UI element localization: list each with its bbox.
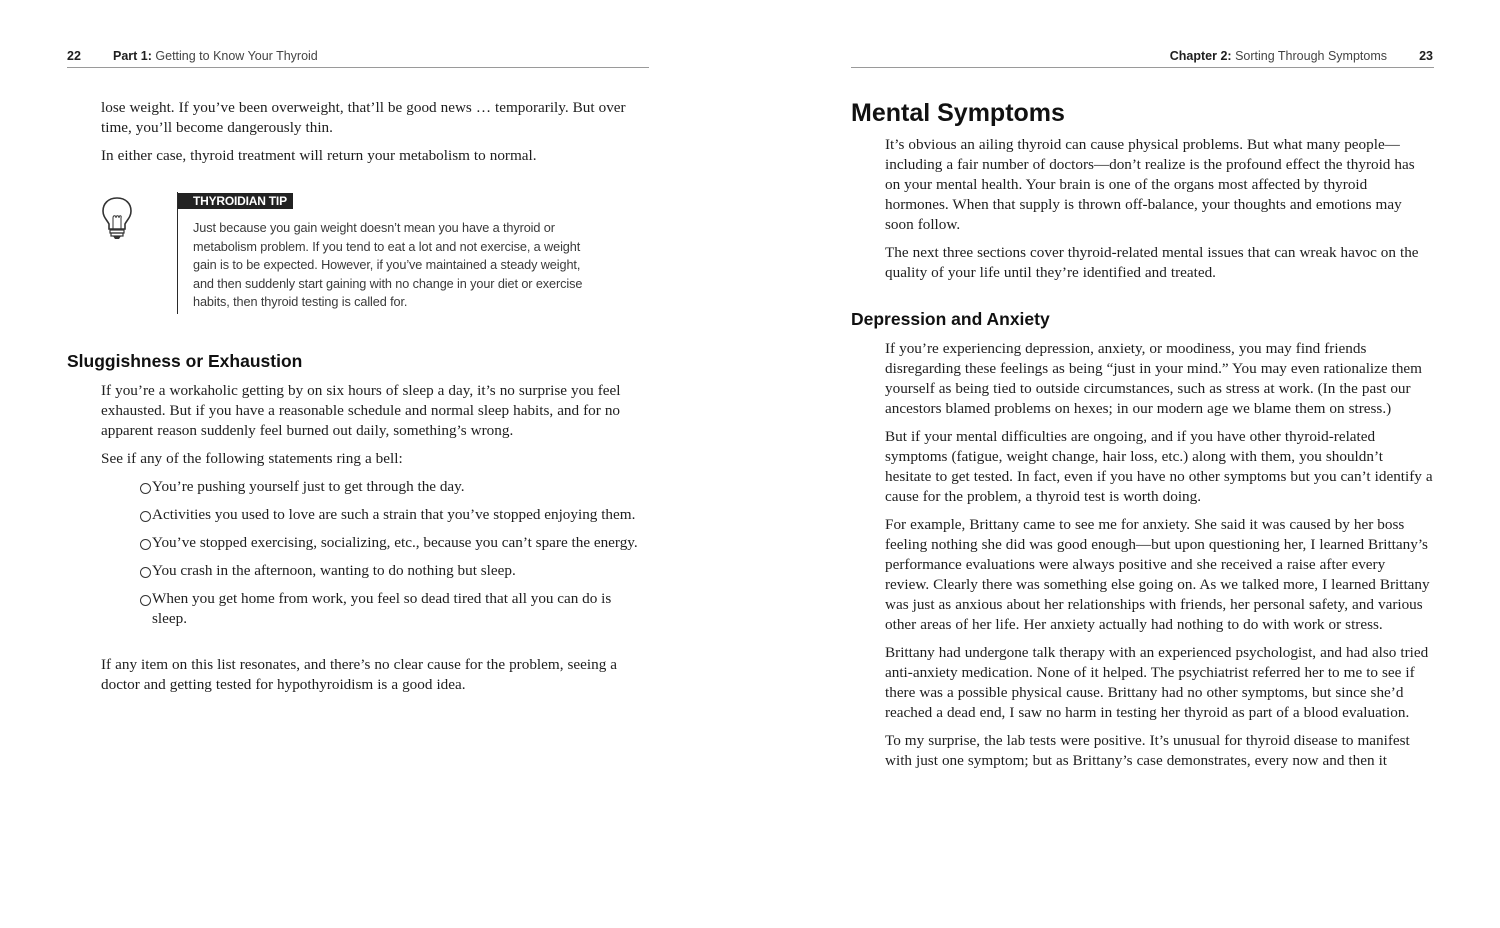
- closing-paragraph: If any item on this list resonates, and there’s no clear cause for the problem, seeing a doctor and getting tested for hypothyroidism is a good idea.: [101, 656, 618, 693]
- checkbox-icon: [140, 511, 151, 522]
- chapter-title: Sorting Through Symptoms: [1235, 49, 1387, 63]
- thyroidian-tip-box: [100, 192, 620, 314]
- paragraph: It’s obvious an ailing thyroid can cause physical problems. But what many people—including a fair number of doctors—don’t realize is the profound effect the thyroid has on your mental health. Your brain is one of the organs most affected by thyroid hormones. When that supply is thrown off-balance, your thoughts and emotions may soon follow.: [885, 136, 1415, 233]
- checkbox-icon: [140, 567, 151, 578]
- tip-label: THYROIDIAN TIP: [178, 193, 293, 209]
- checklist-text: You’ve stopped exercising, socializing, etc., because you can’t spare the energy.: [152, 534, 638, 551]
- paragraph: To my surprise, the lab tests were positive. It’s unusual for thyroid disease to manifest with just one symptom; but as Brittany’s case demonstrates, every now and then it: [885, 732, 1410, 769]
- part-title: Getting to Know Your Thyroid: [155, 49, 318, 63]
- lightbulb-icon: [100, 196, 134, 240]
- paragraph: If you’re a workaholic getting by on six hours of sleep a day, it’s no surprise you feel exhausted. But if you have a reasonable schedule and normal sleep habits, and for no apparent reason suddenly feel burned out daily, something’s wrong.: [101, 382, 621, 439]
- tip-line: gain is to be expected. However, if you’ve maintained a steady weight,: [193, 258, 581, 272]
- tip-body: [193, 219, 613, 312]
- checklist-text: You’re pushing yourself just to get through the day.: [152, 478, 465, 495]
- depression-anxiety-body: [885, 339, 1433, 779]
- paragraph: lose weight. If you’ve been overweight, that’ll be good news … temporarily. But over time, you’ll become dangerously thin.: [101, 99, 626, 136]
- checklist-item: [140, 589, 648, 629]
- subheading-depression-anxiety: Depression and Anxiety: [851, 309, 1050, 329]
- tip-line: habits, then thyroid testing is called for.: [193, 295, 408, 309]
- right-page-number: 23: [1419, 49, 1433, 63]
- checklist-item: [140, 477, 648, 497]
- checklist-text: You crash in the afternoon, wanting to do nothing but sleep.: [152, 562, 516, 579]
- paragraph: The next three sections cover thyroid-related mental issues that can wreak havoc on the quality of your life until they’re identified and treated.: [885, 244, 1419, 281]
- paragraph: Brittany had undergone talk therapy with an experienced psychologist, and had also tried anti-anxiety medication. None of it helped. The psychiatrist referred her to me to see if there was a possible physical cause. Brittany had no other symptoms, but since she’d reached a dead end, I saw no harm in testing her thyroid as part of a blood evaluation.: [885, 644, 1429, 721]
- chapter-label: Chapter 2:: [1169, 49, 1232, 63]
- paragraph: If you’re experiencing depression, anxiety, or moodiness, you may find friends disregarding these feelings as being “just in your mind.” You may even rationalize them yourself as being tied to outside circumstances, such as stress at work. (In the past our ancestors blamed problems on hexes; in our modern age we blame them on stress.): [885, 340, 1422, 417]
- checkbox-icon: [140, 595, 151, 606]
- checklist-text: When you get home from work, you feel so dead tired that all you can do is sleep.: [152, 590, 612, 627]
- tip-line: and then suddenly start gaining with no change in your diet or exercise: [193, 276, 583, 291]
- checklist-text: Activities you used to love are such a strain that you’ve stopped enjoying them.: [152, 506, 636, 523]
- left-running-head: [67, 48, 649, 68]
- paragraph: For example, Brittany came to see me for anxiety. She said it was caused by her boss feeling nothing she did was good enough—but upon questioning her, I learned Brittany’s performance evaluations were always positive and she received a raise after every review. Clearly there was something else going on. As we talked more, I learned Brittany was just as anxious about her relationships with friends, her personal safety, and various other areas of her life. Her anxiety actually had nothing to do with work or stress.: [885, 516, 1430, 633]
- tip-line: Just because you gain weight doesn’t mean you have a thyroid or: [193, 221, 555, 235]
- tip-line: metabolism problem. If you tend to eat a lot and not exercise, a weight: [193, 239, 581, 254]
- paragraph: See if any of the following statements ring a bell:: [101, 450, 403, 467]
- sluggishness-body: [101, 381, 631, 477]
- paragraph: But if your mental difficulties are ongoing, and if you have other thyroid-related symptoms (fatigue, weight change, hair loss, etc.) along with them, you shouldn’t hesitate to get tested. In fact, even if you have no other symptoms but you can’t identify a cause for the problem, a thyroid test is worth doing.: [885, 428, 1433, 505]
- section-heading-sluggishness: Sluggishness or Exhaustion: [67, 351, 303, 371]
- left-page-number: 22: [67, 49, 81, 63]
- checklist-item: [140, 505, 648, 525]
- tip-rule: [177, 192, 178, 314]
- checklist-item: [140, 533, 648, 553]
- section-heading-mental-symptoms: Mental Symptoms: [851, 99, 1065, 127]
- right-chapter-heading: [1170, 48, 1387, 64]
- left-intro-block: [101, 98, 631, 174]
- checkbox-icon: [140, 539, 151, 550]
- symptom-checklist: [140, 477, 648, 637]
- mental-symptoms-intro: [885, 135, 1433, 291]
- part-label: Part 1:: [113, 49, 152, 63]
- paragraph: In either case, thyroid treatment will return your metabolism to normal.: [101, 147, 537, 164]
- checkbox-icon: [140, 483, 151, 494]
- right-running-head: [851, 48, 1434, 68]
- checklist-item: [140, 561, 648, 581]
- left-part-heading: [113, 48, 318, 64]
